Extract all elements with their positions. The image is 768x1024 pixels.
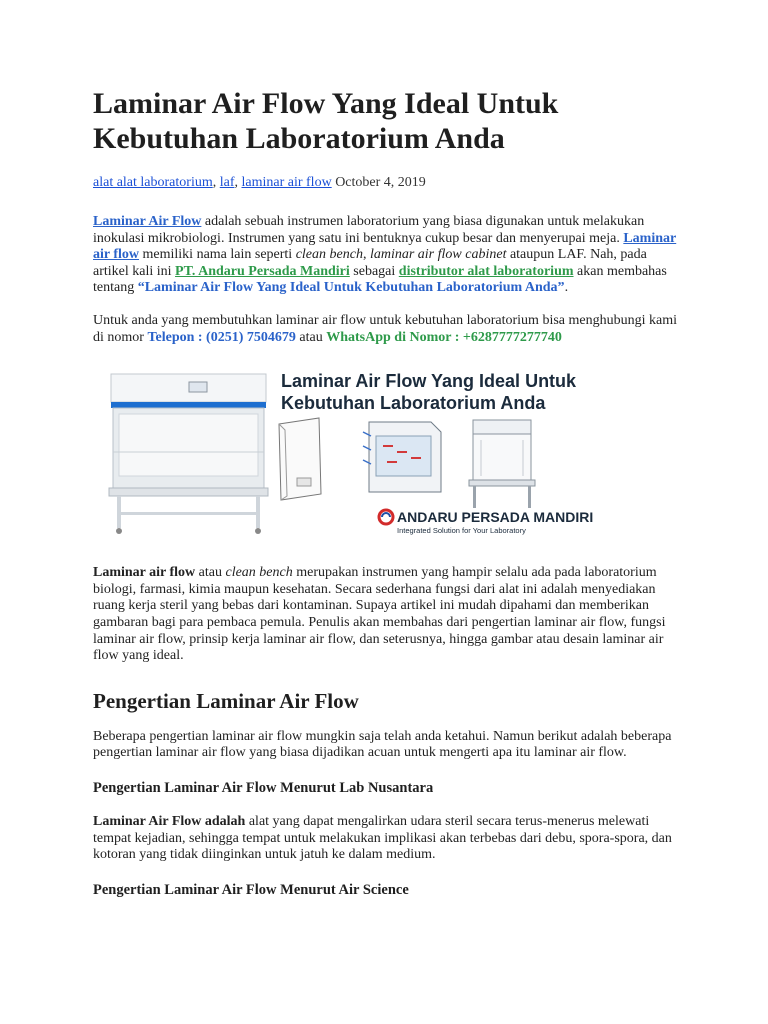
article (93, 86, 683, 899)
article-title: Laminar Air Flow Yang Ideal Untuk Kebutuhan Laboratorium Anda (93, 87, 559, 155)
tag-link-alat-laboratorium[interactable]: alat alat laboratorium (93, 175, 213, 190)
tag-link-laf[interactable]: laf (219, 175, 235, 190)
section-heading: Pengertian Laminar Air Flow (93, 688, 359, 713)
paragraph-text: memiliki nama lain seperti (139, 247, 296, 263)
paragraph-text: adalah sebuah instrumen laboratorium yang biasa digunakan untuk melakukan inokulasi mikrobiologi. Instrumen yang satu ini bentuknya cukup besar dan menyerupai meja. (93, 214, 645, 246)
link-laminar-air-flow-2[interactable]: Laminar air flow (93, 230, 677, 263)
paragraph-text: . (564, 280, 569, 296)
body-paragraph (93, 565, 683, 665)
paragraph-text: ataupun LAF. Nah, pada artikel kali ini (93, 247, 647, 279)
meta-separator: , (212, 175, 220, 190)
meta-separator: , (234, 175, 242, 190)
cabinet-sideview-drawing (279, 418, 321, 500)
bold-text: Laminar air flow (93, 565, 196, 581)
tag-link-laminar-air-flow[interactable]: laminar air flow (241, 175, 332, 190)
paragraph-text: Untuk anda yang membutuhkan laminar air flow untuk kebutuhan laboratorium bisa menghubungi kami di nomor (93, 312, 677, 345)
emphasis-text: laminar air flow cabinet (369, 247, 507, 263)
subsection-heading-lab-nusantara: Pengertian Laminar Air Flow Menurut Lab Nusantara (93, 779, 434, 796)
vertical-laf-illustration (469, 420, 535, 508)
paragraph-text: merupakan instrumen yang hampir selalu ada pada laboratorium biologi, farmasi, kimia maupun kesehatan. Secara sederhana fungsi dari alat ini adalah menyediakan ruang kerja steril yang bebas dari kontaminan. Supaya artikel ini mudah dipahami dan memberikan gambaran bagi para pembaca pemula. Penulis akan membahas dari pengertian laminar air flow, fungsi laminar air flow, prinsip kerja laminar air flow, dan seterusnya, hingga gambar atau desain laminar air flow yang ideal. (93, 565, 666, 664)
laminar-cabinet-illustration (109, 374, 268, 534)
paragraph-text: atau (295, 329, 327, 345)
post-meta (93, 174, 683, 192)
subsection-heading-air-science: Pengertian Laminar Air Flow Menurut Air Science (93, 881, 409, 898)
banner-title-line-1: Laminar Air Flow Yang Ideal Untuk (281, 371, 577, 392)
link-distributor[interactable]: distributor alat laboratorium (398, 263, 574, 279)
paragraph-text: sebagai (349, 263, 399, 279)
article-banner-image (101, 366, 621, 544)
post-date: October 4, 2019 (331, 175, 426, 190)
paragraph-text: alat yang dapat mengalirkan udara steril secara terus-menerus melewati tempat kejadian, sehingga tempat untuk melakukan implikasi akan terbebas dari debu, spora-spora, dan kotoran yang tidak diinginkan untuk jatuh ke dalam medium. (93, 813, 672, 863)
whatsapp-number: WhatsApp di Nomor : +6287777277740 (326, 329, 562, 345)
airflow-diagram (363, 422, 441, 492)
link-laminar-air-flow[interactable]: Laminar Air Flow (93, 214, 202, 229)
andaru-logo-icon (379, 510, 393, 524)
definition-paragraph (93, 814, 683, 864)
intro-paragraph (93, 214, 683, 297)
emphasis-text: clean bench (295, 247, 363, 263)
quoted-title: “Laminar Air Flow Yang Ideal Untuk Kebutuhan Laboratorium Anda” (137, 280, 565, 296)
bold-text: Laminar Air Flow adalah (93, 813, 246, 829)
paragraph-text: , (362, 247, 370, 263)
banner-illustration (101, 366, 621, 544)
link-pt-andaru[interactable]: PT. Andaru Persada Mandiri (175, 263, 350, 279)
section-paragraph: Beberapa pengertian laminar air flow mungkin saja telah anda ketahui. Namun berikut adalah beberapa pengertian laminar air flow yang biasa dijadikan acuan untuk mengerti apa itu laminar air flow. (93, 728, 672, 761)
contact-paragraph (93, 313, 683, 346)
brand-tagline: Integrated Solution for Your Laboratory (397, 526, 526, 536)
brand-name: ANDARU PERSADA MANDIRI (397, 509, 594, 526)
emphasis-text: clean bench (225, 565, 293, 581)
paragraph-text: atau (195, 565, 226, 581)
phone-number: Telepon : (0251) 7504679 (147, 329, 296, 345)
paragraph-text: akan membahas tentang (93, 263, 667, 296)
banner-title-line-2: Kebutuhan Laboratorium Anda (281, 393, 546, 414)
